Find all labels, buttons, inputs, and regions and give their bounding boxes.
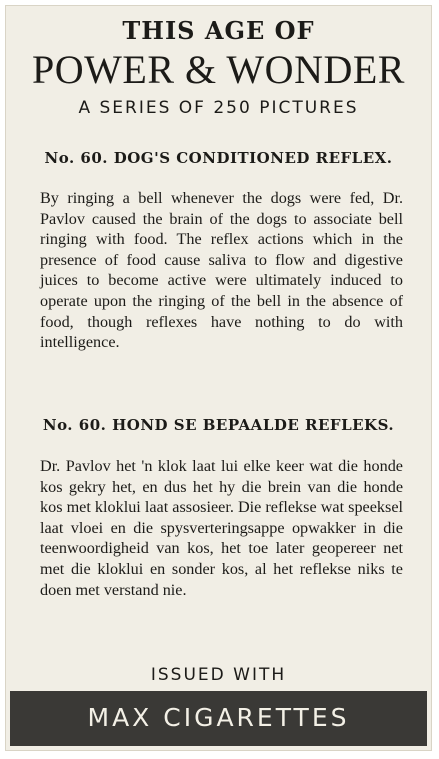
cigarette-card bbox=[5, 5, 432, 751]
brand-name: MAX CIGARETTES bbox=[87, 703, 350, 732]
footer-band bbox=[10, 691, 427, 746]
issued-with-label: ISSUED WITH bbox=[150, 665, 287, 685]
afrikaans-heading: No. 60. HOND SE BEPAALDE REFLEKS. bbox=[42, 416, 395, 434]
series-title-line-2: POWER & WONDER bbox=[32, 47, 405, 92]
english-heading: No. 60. DOG'S CONDITIONED REFLEX. bbox=[44, 149, 393, 167]
english-body: By ringing a bell whenever the dogs were fed, Dr. Pavlov caused the brain of the dogs to associate bell ringing with food. The reflex actions which in the presence of food cause saliva to flow and digestive juices to become active were ultimately induced to operate upon the ringing of the bell in the absence of food, though reflexes have nothing to do with intelligence. bbox=[40, 189, 403, 352]
afrikaans-body: Dr. Pavlov het 'n klok laat lui elke keer wat die honde kos gekry het, en dus het hy die brein van die honde kos met kloklui laat assosieer. Die reflekse wat speeksel laat vloei en die spysverteringsappe opwakker in die teenwoordigheid van kos, het toe later geopereer net met die kloklui en sonder kos, al het reflekse niks te doen met verstand nie. bbox=[40, 457, 403, 599]
series-subtitle: A SERIES OF 250 PICTURES bbox=[78, 98, 359, 118]
series-title-line-1: THIS AGE OF bbox=[122, 16, 315, 45]
